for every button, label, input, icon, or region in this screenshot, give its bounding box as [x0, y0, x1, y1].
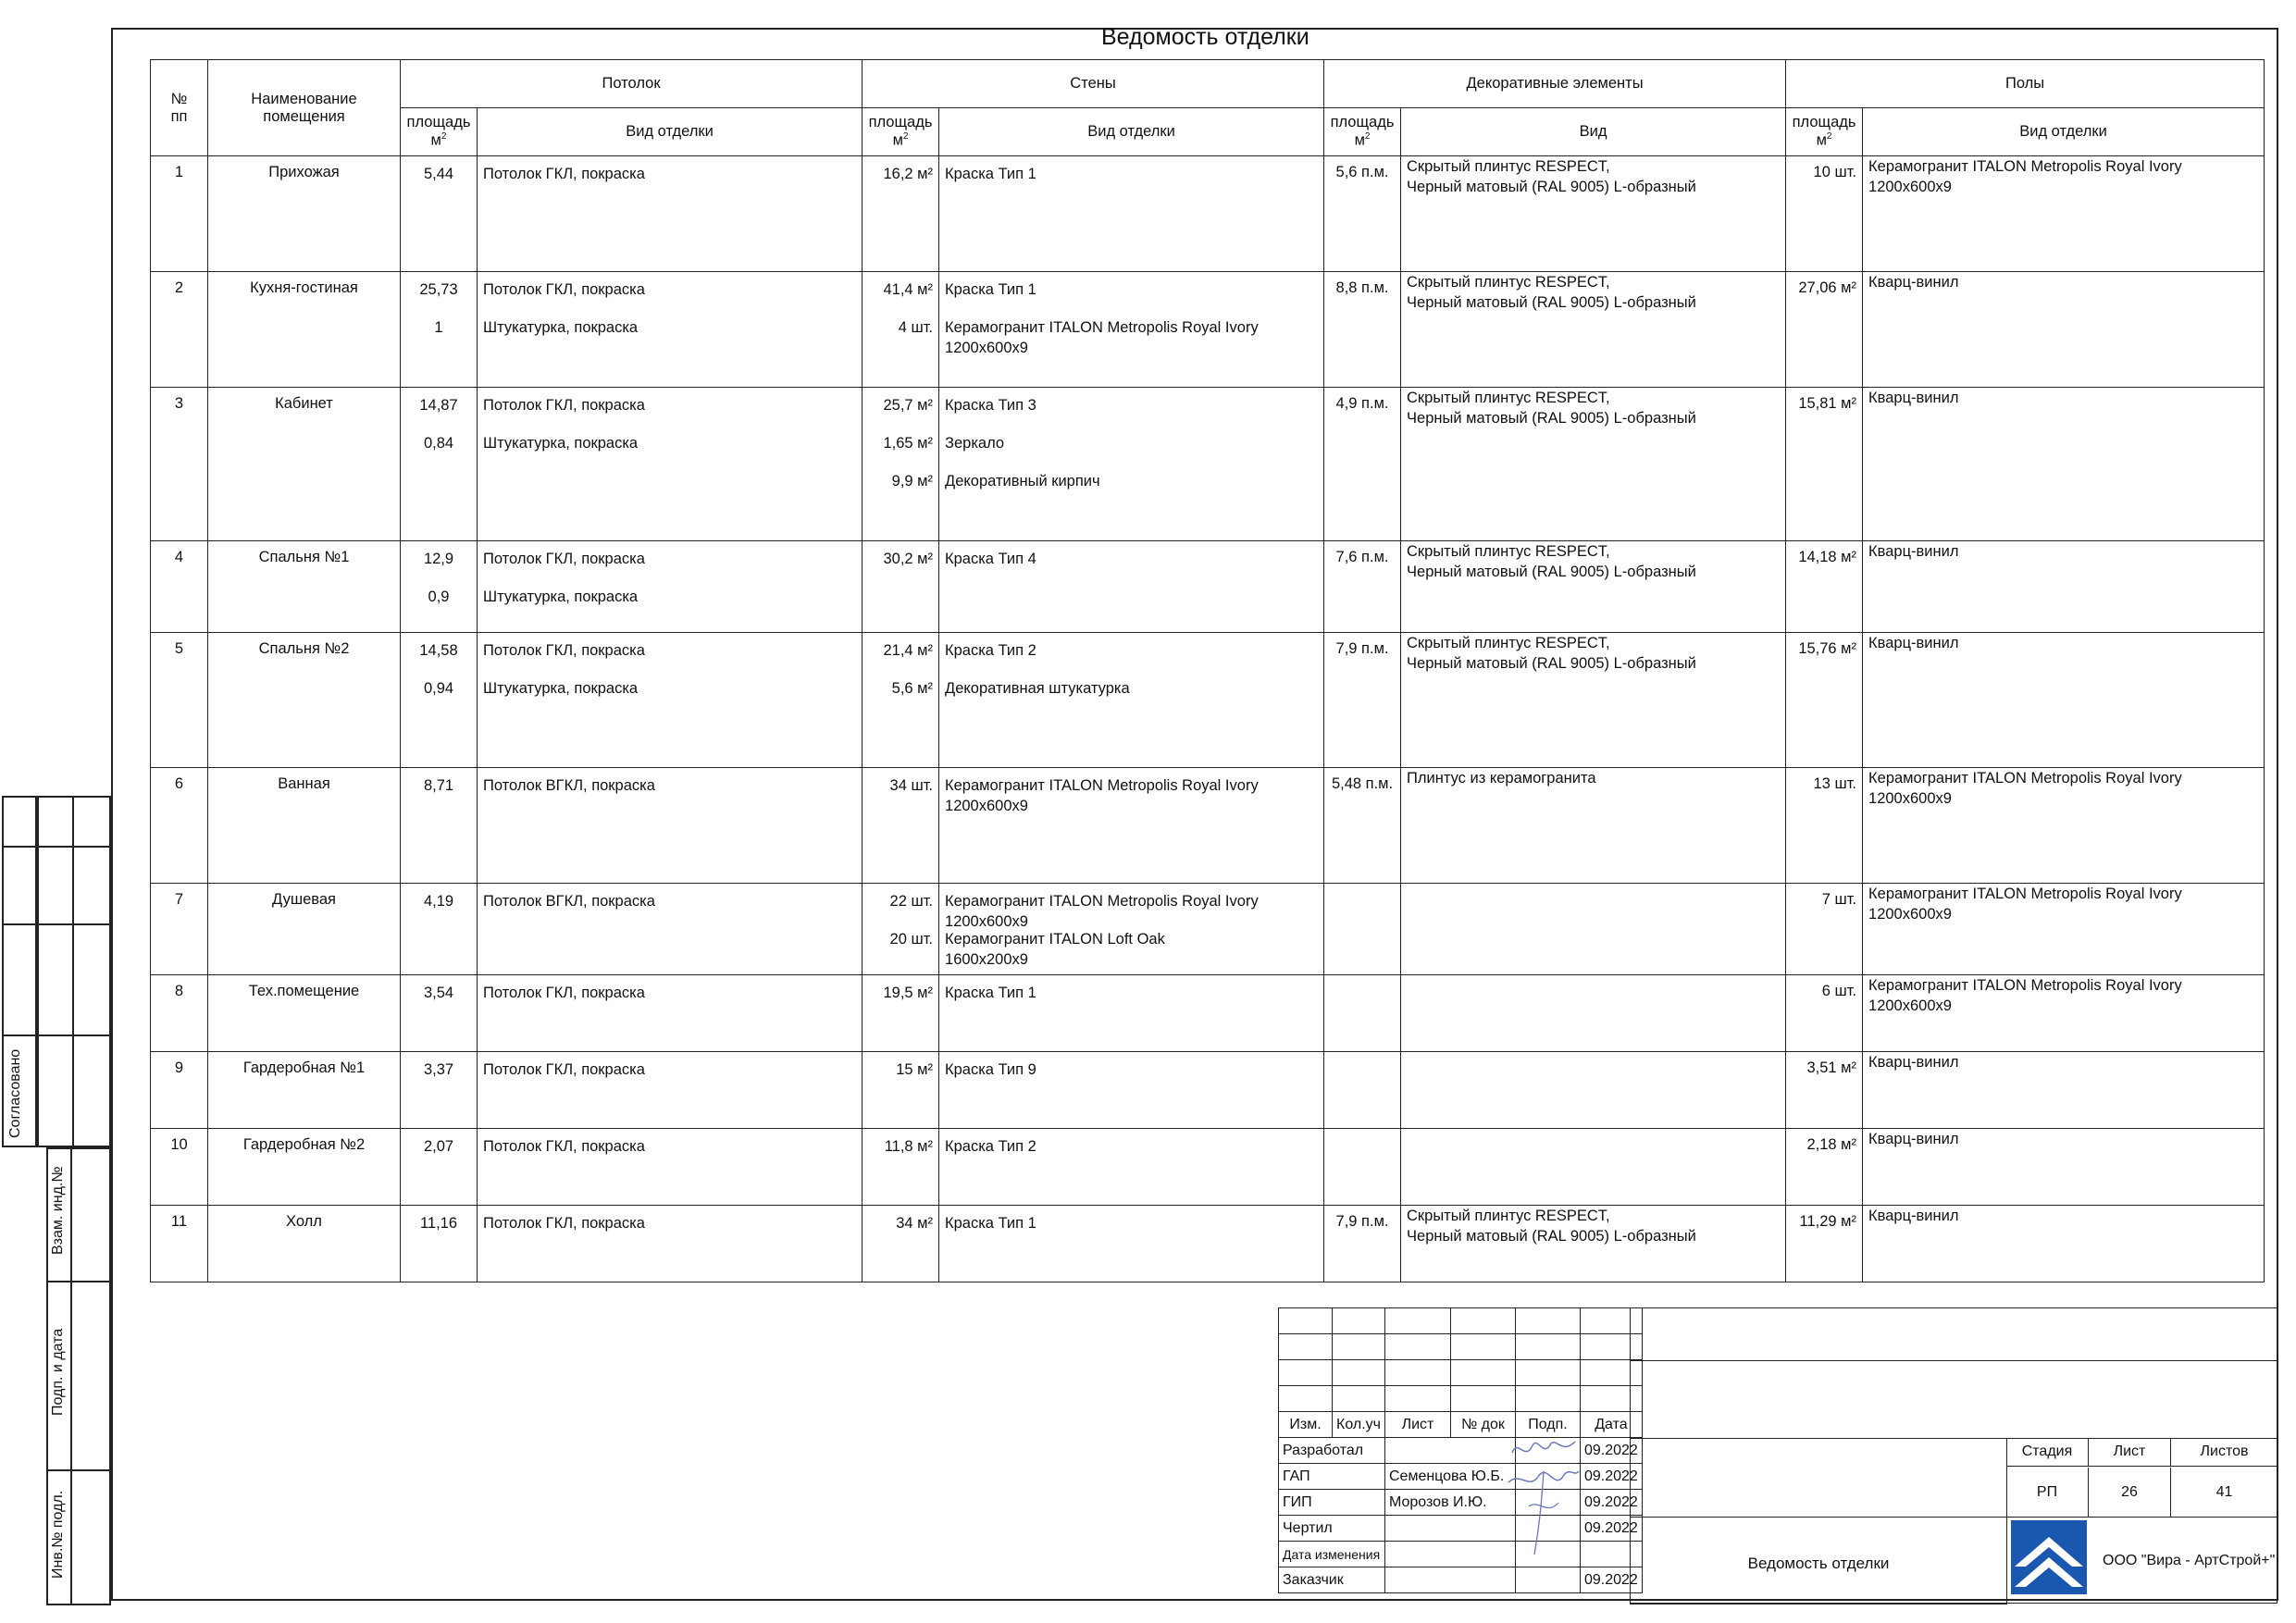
header-area: площадь $м^2$	[401, 108, 478, 156]
title-block-row	[1279, 1542, 1643, 1567]
person-name	[1384, 1516, 1515, 1542]
role-label: Заказчик	[1279, 1567, 1385, 1593]
decor-length: 7,6 п.м.	[1324, 541, 1401, 633]
title-block-row	[1279, 1464, 1643, 1490]
title-block-row	[1279, 1438, 1643, 1464]
header-decor: Декоративные элементы	[1324, 60, 1786, 108]
table-row	[151, 388, 2265, 541]
ceiling-area: 11,16	[401, 1206, 478, 1282]
header-area: площадь $м^2$	[1786, 108, 1863, 156]
stage-label: Стадия	[2006, 1438, 2089, 1466]
decor-kind: Скрытый плинтус RESPECT, Черный матовый (RAL 9005) L-образный	[1401, 633, 1786, 768]
row-number: 11	[151, 1206, 208, 1282]
decor-length: 5,6 п.м.	[1324, 156, 1401, 272]
decor-length	[1324, 1052, 1401, 1129]
title-block-col-header: Подп.	[1515, 1412, 1580, 1438]
table-row	[151, 768, 2265, 884]
ceiling-finish: Потолок ГКЛ, покраска	[478, 1052, 863, 1129]
table-row	[151, 1129, 2265, 1206]
floor-area: 10 шт.	[1786, 156, 1863, 272]
floor-finish: Кварц-винил	[1863, 388, 2265, 541]
wall-area: 34 м²	[863, 1206, 939, 1282]
role-label: Чертил	[1279, 1516, 1385, 1542]
decor-kind	[1401, 1052, 1786, 1129]
floor-finish: Кварц-винил	[1863, 1129, 2265, 1206]
wall-finish: Краска Тип 3 Зеркало Декоративный кирпич	[939, 388, 1324, 541]
header-area: площадь $м^2$	[863, 108, 939, 156]
inv-label: Инв.№ подл.	[50, 1490, 66, 1579]
date-cell: 09.2022	[1580, 1438, 1642, 1464]
role-label: ГАП	[1279, 1464, 1385, 1490]
ceiling-finish: Потолок ГКЛ, покраска	[478, 1129, 863, 1206]
header-floors: Полы	[1786, 60, 2265, 108]
decor-kind: Скрытый плинтус RESPECT, Черный матовый (RAL 9005) L-образный	[1401, 541, 1786, 633]
sheets-label: Листов	[2200, 1443, 2249, 1459]
room-name: Гардеробная №1	[208, 1052, 401, 1129]
floor-area: 15,81 м²	[1786, 388, 1863, 541]
person-name: Семенцова Ю.Б.	[1384, 1464, 1515, 1490]
room-name: Ванная	[208, 768, 401, 884]
header-ceiling: Потолок	[401, 60, 863, 108]
company-logo	[2011, 1520, 2087, 1594]
ceiling-finish: Потолок ГКЛ, покраска	[478, 1206, 863, 1282]
decor-kind: Плинтус из керамогранита	[1401, 768, 1786, 884]
title-block-col-header: Дата	[1580, 1412, 1642, 1438]
room-name: Гардеробная №2	[208, 1129, 401, 1206]
ceiling-finish: Потолок ВГКЛ, покраска	[478, 768, 863, 884]
floor-area: 15,76 м²	[1786, 633, 1863, 768]
date-cell: 09.2022	[1580, 1567, 1642, 1593]
decor-kind	[1401, 1129, 1786, 1206]
decor-length: 7,9 п.м.	[1324, 1206, 1401, 1282]
person-name	[1384, 1567, 1515, 1593]
wall-area: 41,4 м² 4 шт.	[863, 272, 939, 388]
decor-length	[1324, 975, 1401, 1052]
wall-area: 15 м²	[863, 1052, 939, 1129]
wall-finish: Краска Тип 2 Декоративная штукатурка	[939, 633, 1324, 768]
wall-area: 25,7 м² 1,65 м² 9,9 м²	[863, 388, 939, 541]
floor-area: 2,18 м²	[1786, 1129, 1863, 1206]
room-name: Кабинет	[208, 388, 401, 541]
wall-finish: Краска Тип 1 Керамогранит ITALON Metropolis Royal Ivory 1200х600х9	[939, 272, 1324, 388]
ceiling-area: 3,54	[401, 975, 478, 1052]
wall-area: 30,2 м²	[863, 541, 939, 633]
ceiling-area: 3,37	[401, 1052, 478, 1129]
title-block-row	[1279, 1490, 1643, 1516]
floor-finish: Кварц-винил	[1863, 541, 2265, 633]
title-block-col-header: Кол.уч	[1333, 1412, 1385, 1438]
room-name: Спальня №1	[208, 541, 401, 633]
table-row	[151, 884, 2265, 975]
role-label: Дата изменения	[1279, 1542, 1385, 1567]
company-name: ООО "Вира - АртСтрой+"	[2103, 1553, 2276, 1568]
ceiling-area: 14,87 0,84	[401, 388, 478, 541]
ceiling-area: 4,19	[401, 884, 478, 975]
wall-area: 22 шт. 20 шт.	[863, 884, 939, 975]
title-block-col-header: Лист	[1384, 1412, 1450, 1438]
table-row	[151, 1206, 2265, 1282]
floor-area: 6 шт.	[1786, 975, 1863, 1052]
ceiling-area: 5,44	[401, 156, 478, 272]
floor-area: 14,18 м²	[1786, 541, 1863, 633]
header-finish-type: Вид отделки	[478, 108, 863, 156]
person-name	[1384, 1438, 1515, 1464]
floor-finish: Кварц-винил	[1863, 633, 2265, 768]
room-name: Тех.помещение	[208, 975, 401, 1052]
table-row	[151, 633, 2265, 768]
wall-area: 16,2 м²	[863, 156, 939, 272]
ceiling-finish: Потолок ГКЛ, покраска Штукатурка, покраска	[478, 388, 863, 541]
role-label: ГИП	[1279, 1490, 1385, 1516]
room-name: Холл	[208, 1206, 401, 1282]
floor-finish: Керамогранит ITALON Metropolis Royal Ivory 1200х600х9	[1863, 768, 2265, 884]
floor-finish: Кварц-винил	[1863, 272, 2265, 388]
room-name: Душевая	[208, 884, 401, 975]
wall-area: 19,5 м²	[863, 975, 939, 1052]
sheet-label: Лист	[2089, 1438, 2171, 1466]
row-number: 2	[151, 272, 208, 388]
floor-finish: Кварц-винил	[1863, 1052, 2265, 1129]
wall-finish: Краска Тип 1	[939, 1206, 1324, 1282]
floor-area: 11,29 м²	[1786, 1206, 1863, 1282]
floor-area: 13 шт.	[1786, 768, 1863, 884]
row-number: 5	[151, 633, 208, 768]
row-number: 6	[151, 768, 208, 884]
wall-area: 34 шт.	[863, 768, 939, 884]
header-kind: Вид	[1401, 108, 1786, 156]
decor-kind: Скрытый плинтус RESPECT, Черный матовый (RAL 9005) L-образный	[1401, 272, 1786, 388]
row-number: 10	[151, 1129, 208, 1206]
row-number: 1	[151, 156, 208, 272]
row-number: 7	[151, 884, 208, 975]
row-number: 3	[151, 388, 208, 541]
agreed-label: Согласовано	[7, 1048, 23, 1138]
wall-area: 21,4 м² 5,6 м²	[863, 633, 939, 768]
signature-cell	[1515, 1567, 1580, 1593]
table-row	[151, 1052, 2265, 1129]
page-title: Ведомость отделки	[1101, 24, 1309, 50]
table-row	[151, 541, 2265, 633]
decor-kind	[1401, 975, 1786, 1052]
title-block-col-header: Изм.	[1279, 1412, 1333, 1438]
ceiling-area: 12,9 0,9	[401, 541, 478, 633]
ceiling-finish: Потолок ВГКЛ, покраска	[478, 884, 863, 975]
wall-finish: Керамогранит ITALON Metropolis Royal Ivory 1200х600х9	[939, 768, 1324, 884]
header-finish-type: Вид отделки	[1863, 108, 2265, 156]
ceiling-area: 2,07	[401, 1129, 478, 1206]
floor-area: 27,06 м²	[1786, 272, 1863, 388]
header-num: № пп	[151, 60, 208, 156]
row-number: 8	[151, 975, 208, 1052]
floor-finish: Керамогранит ITALON Metropolis Royal Ivory 1200х600х9	[1863, 156, 2265, 272]
decor-length: 5,48 п.м.	[1324, 768, 1401, 884]
signature-image	[1507, 1434, 1581, 1564]
floor-finish: Кварц-винил	[1863, 1206, 2265, 1282]
floor-finish: Керамогранит ITALON Metropolis Royal Ivory 1200х600х9	[1863, 884, 2265, 975]
decor-kind	[1401, 884, 1786, 975]
ceiling-finish: Потолок ГКЛ, покраска Штукатурка, покраска	[478, 541, 863, 633]
person-name: Морозов И.Ю.	[1384, 1490, 1515, 1516]
ceiling-area: 25,73 1	[401, 272, 478, 388]
ceiling-finish: Потолок ГКЛ, покраска	[478, 975, 863, 1052]
decor-length: 8,8 п.м.	[1324, 272, 1401, 388]
sheets-value: 41	[2215, 1484, 2233, 1500]
ceiling-finish: Потолок ГКЛ, покраска	[478, 156, 863, 272]
ceiling-finish: Потолок ГКЛ, покраска Штукатурка, покраска	[478, 633, 863, 768]
header-finish-type: Вид отделки	[939, 108, 1324, 156]
replaced-label: Взам. инд.№	[50, 1166, 66, 1255]
title-block	[1278, 1307, 1643, 1593]
title-block-row	[1279, 1516, 1643, 1542]
wall-finish: Краска Тип 1	[939, 156, 1324, 272]
title-block-col-header: № док	[1450, 1412, 1515, 1438]
room-name: Прихожая	[208, 156, 401, 272]
wall-finish: Керамогранит ITALON Metropolis Royal Ivory 1200х600х9 Керамогранит ITALON Loft Oak 1600х200х9	[939, 884, 1324, 975]
title-block-row	[1279, 1567, 1643, 1593]
wall-finish: Краска Тип 9	[939, 1052, 1324, 1129]
row-number: 9	[151, 1052, 208, 1129]
stage-value: РП	[2006, 1468, 2089, 1518]
floor-area: 3,51 м²	[1786, 1052, 1863, 1129]
table-row	[151, 156, 2265, 272]
decor-length	[1324, 884, 1401, 975]
wall-finish: Краска Тип 4	[939, 541, 1324, 633]
room-name: Кухня-гостиная	[208, 272, 401, 388]
sign-date-label: Подп. и дата	[50, 1328, 66, 1416]
floor-area: 7 шт.	[1786, 884, 1863, 975]
wall-finish: Краска Тип 2	[939, 1129, 1324, 1206]
wall-area: 11,8 м²	[863, 1129, 939, 1206]
decor-kind: Скрытый плинтус RESPECT, Черный матовый (RAL 9005) L-образный	[1401, 1206, 1786, 1282]
table-row	[151, 975, 2265, 1052]
ceiling-area: 8,71	[401, 768, 478, 884]
date-cell: 09.2022	[1580, 1490, 1642, 1516]
ceiling-finish: Потолок ГКЛ, покраска Штукатурка, покраска	[478, 272, 863, 388]
table-row	[151, 272, 2265, 388]
header-area: площадь $м^2$	[1324, 108, 1401, 156]
room-name: Спальня №2	[208, 633, 401, 768]
decor-kind: Скрытый плинтус RESPECT, Черный матовый (RAL 9005) L-образный	[1401, 388, 1786, 541]
sheet-value: 26	[2089, 1468, 2171, 1518]
decor-length: 4,9 п.м.	[1324, 388, 1401, 541]
date-cell: 09.2022	[1580, 1464, 1642, 1490]
decor-kind: Скрытый плинтус RESPECT, Черный матовый (RAL 9005) L-образный	[1401, 156, 1786, 272]
header-walls: Стены	[863, 60, 1324, 108]
wall-finish: Краска Тип 1	[939, 975, 1324, 1052]
decor-length: 7,9 п.м.	[1324, 633, 1401, 768]
ceiling-area: 14,58 0,94	[401, 633, 478, 768]
person-name	[1384, 1542, 1515, 1567]
finish-schedule-table	[150, 59, 2265, 1282]
floor-finish: Керамогранит ITALON Metropolis Royal Ivory 1200х600х9	[1863, 975, 2265, 1052]
row-number: 4	[151, 541, 208, 633]
role-label: Разработал	[1279, 1438, 1385, 1464]
date-cell: 09.2022	[1580, 1516, 1642, 1542]
doc-name: Ведомость отделки	[1747, 1555, 1890, 1572]
decor-length	[1324, 1129, 1401, 1206]
header-room: Наименование помещения	[208, 60, 401, 156]
